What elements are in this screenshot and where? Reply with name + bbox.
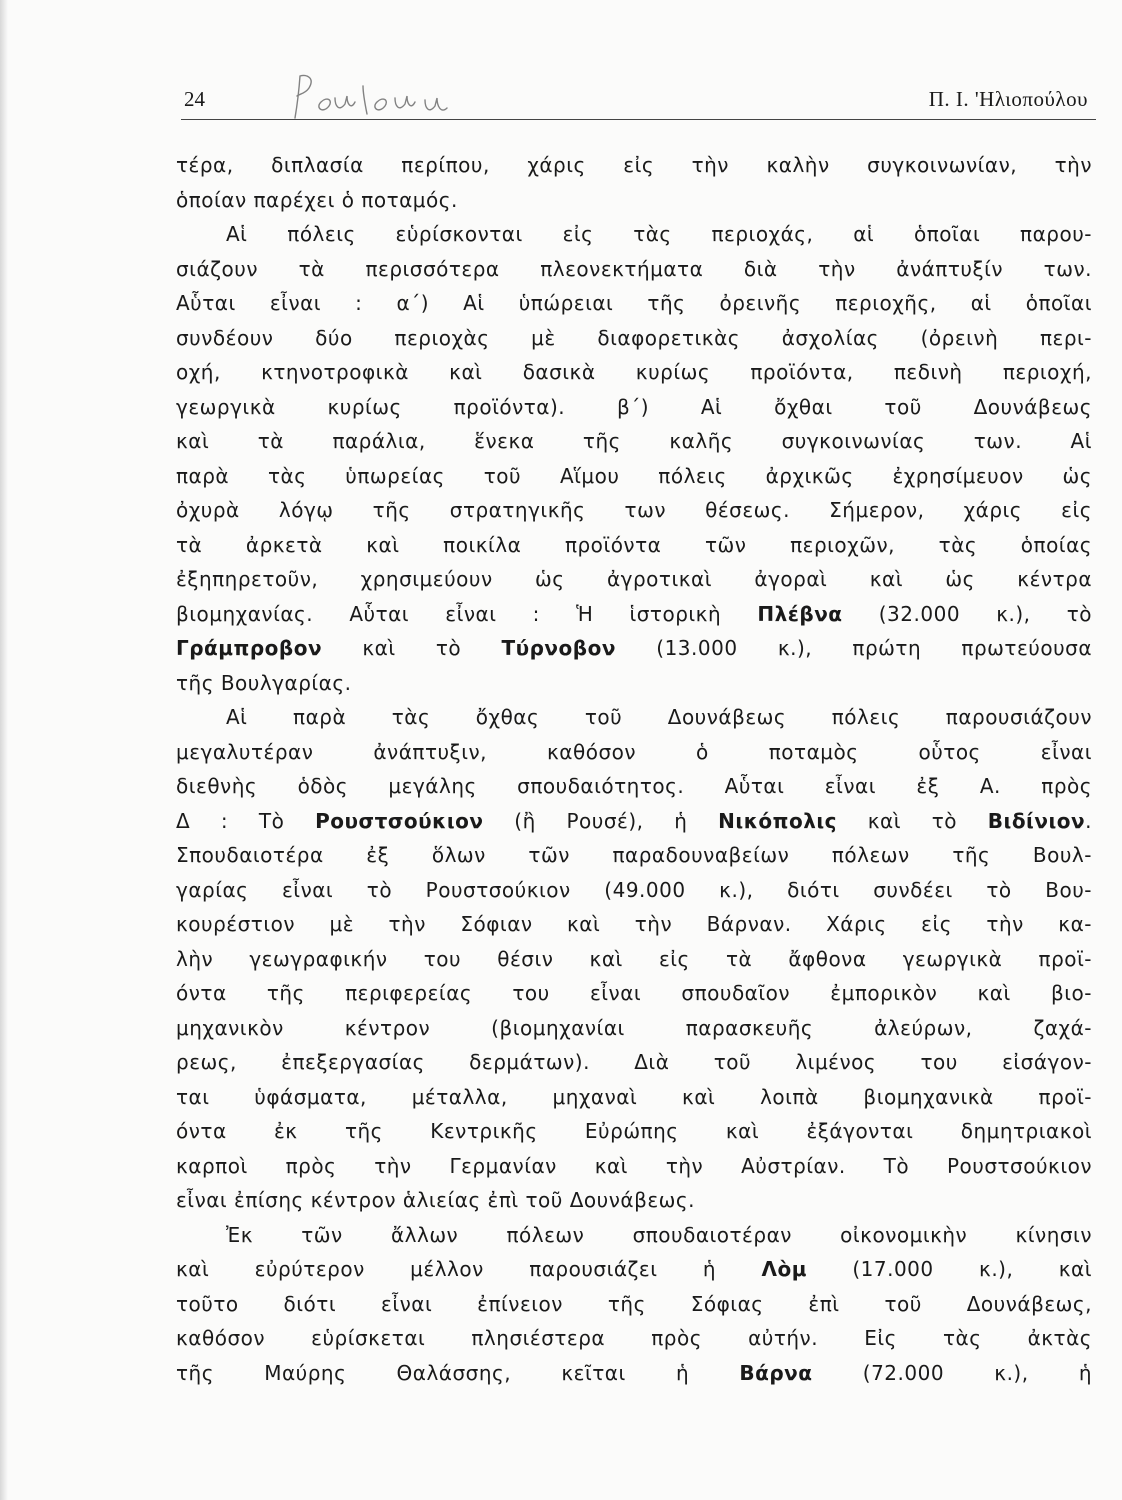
text-line (176, 1149, 1092, 1184)
text-segment: καὶ τὸ (322, 636, 502, 660)
text-segment: καρποὶ πρὸς τὴν Γερμανίαν καὶ τὴν Αὐστρίαν. Τὸ Ρουστσούκιον (176, 1153, 1092, 1178)
text-line (176, 942, 1092, 977)
text-line (176, 804, 1092, 839)
text-line (176, 183, 1092, 218)
text-line (176, 597, 1092, 632)
text-line (176, 390, 1092, 425)
text-segment: καὶ τὸ (837, 808, 988, 833)
text-line (176, 838, 1092, 873)
text-line (176, 631, 1092, 666)
text-segment: Αὗται εἶναι : α΄) Αἱ ὑπώρειαι τῆς ὀρεινῆς περιοχῆς, αἱ ὁποῖαι (176, 291, 1092, 315)
text-segment: γεωργικὰ κυρίως προϊόντα). β΄) Αἱ ὄχθαι τοῦ Δουνάβεως (176, 394, 1092, 419)
text-segment: τέρα, διπλασία περίπου, χάρις εἰς τὴν καλὴν συγκοινωνίαν, τὴν (176, 153, 1092, 177)
text-segment: καὶ τὰ παράλια, ἕνεκα τῆς καλῆς συγκοινωνίας των. Αἱ (176, 429, 1092, 453)
place-name: Πλέβνα (757, 601, 843, 626)
text-line (176, 666, 1092, 701)
text-segment: όντα ἐκ τῆς Κεντρικῆς Εὐρώπης καὶ ἐξάγονται δημητριακοὶ (176, 1119, 1092, 1143)
text-line (176, 528, 1092, 563)
text-segment: τῆς Βουλγαρίας. (176, 670, 352, 695)
text-line (176, 1114, 1092, 1149)
place-name: Βάρνα (739, 1360, 813, 1385)
text-segment: Σπουδαιοτέρα ἐξ ὅλων τῶν παραδουναβείων πόλεων τῆς Βουλ- (176, 843, 1092, 867)
text-segment: ὁποίαν παρέχει ὁ ποταμός. (176, 187, 458, 212)
text-segment: σιάζουν τὰ περισσότερα πλεονεκτήματα διὰ τὴν ἀνάπτυξίν των. (176, 256, 1092, 281)
text-line (176, 1080, 1092, 1115)
text-line (176, 321, 1092, 356)
text-line (176, 459, 1092, 494)
text-line (176, 493, 1092, 528)
text-segment: καὶ εὐρύτερον μέλλον παρουσιάζει ἡ (176, 1257, 762, 1281)
text-segment: λὴν γεωγραφικήν του θέσιν καὶ εἰς τὰ ἄφθονα γεωργικὰ προϊ- (176, 946, 1092, 971)
text-line (176, 976, 1092, 1011)
text-segment: (ἢ Ρουσέ), ἡ (483, 808, 719, 833)
page-header (181, 82, 1096, 122)
text-segment: βιομηχανίας. Αὗται εἶναι : Ἡ ἱστορικὴ (176, 601, 758, 626)
page-number: 24 (184, 87, 205, 111)
text-line (176, 1218, 1092, 1253)
running-head: Π. Ι. 'Ηλιοπούλου (928, 87, 1088, 111)
place-name: Ρουστσούκιον (315, 808, 484, 833)
text-segment: (32.000 κ.), τὸ (842, 601, 1092, 626)
text-segment: (17.000 κ.), καὶ (806, 1257, 1092, 1281)
place-name: Νικόπολις (718, 808, 838, 833)
text-segment: τῆς Μαύρης Θαλάσσης, κεῖται ἡ (176, 1360, 740, 1385)
text-segment: ὀχυρὰ λόγῳ τῆς στρατηγικῆς των θέσεως. Σήμερον, χάρις εἰς (176, 498, 1092, 522)
place-name: Τύρνοβον (501, 636, 616, 660)
text-segment: μεγαλυτέραν ἀνάπτυξιν, καθόσον ὁ ποταμὸς οὗτος εἶναι (176, 739, 1092, 764)
text-line (176, 286, 1092, 321)
text-segment: διεθνὴς ὁδὸς μεγάλης σπουδαιότητος. Αὗται εἶναι ἐξ Α. πρὸς (176, 774, 1092, 798)
text-line (176, 1252, 1092, 1287)
text-line (176, 1356, 1092, 1391)
text-segment: ται ὑφάσματα, μέταλλα, μηχαναὶ καὶ λοιπὰ βιομηχανικὰ προϊ- (176, 1084, 1092, 1109)
text-line (176, 735, 1092, 770)
text-line (176, 907, 1092, 942)
text-line (176, 1287, 1092, 1322)
text-segment: . (1085, 808, 1092, 833)
text-segment: όντα τῆς περιφερείας του εἶναι σπουδαῖον ἐμπορικὸν καὶ βιο- (176, 981, 1092, 1005)
header-rule (181, 119, 1096, 120)
text-segment: τὰ ἀρκετὰ καὶ ποικίλα προϊόντα τῶν περιοχῶν, τὰς ὁποίας (176, 532, 1092, 557)
text-segment: παρὰ τὰς ὑπωρείας τοῦ Αἵμου πόλεις ἀρχικῶς ἐχρησίμευον ὡς (176, 463, 1092, 488)
text-line (176, 769, 1092, 804)
text-segment: Αἱ πόλεις εὑρίσκονται εἰς τὰς περιοχάς, αἱ ὁποῖαι παρου- (226, 222, 1092, 246)
text-line (176, 1183, 1092, 1218)
text-line (176, 700, 1092, 735)
text-segment: συνδέουν δύο περιοχὰς μὲ διαφορετικὰς ἀσχολίας (ὀρεινὴ περι- (176, 325, 1092, 350)
text-segment: μηχανικὸν κέντρον (βιομηχανίαι παρασκευῆς ἀλεύρων, ζαχά- (176, 1015, 1092, 1040)
text-segment: γαρίας εἶναι τὸ Ρουστσούκιον (49.000 κ.), διότι συνδέει τὸ Βου- (176, 877, 1092, 902)
place-name: Λὸμ (761, 1257, 807, 1281)
text-segment: Ἐκ τῶν ἄλλων πόλεων σπουδαιοτέραν οἰκονομικὴν κίνησιν (226, 1222, 1092, 1247)
text-segment: οχή, κτηνοτροφικὰ καὶ δασικὰ κυρίως προϊόντα, πεδινὴ περιοχή, (176, 360, 1092, 384)
place-name: Βιδίνιον (987, 808, 1086, 833)
text-line (176, 1011, 1092, 1046)
text-line (176, 252, 1092, 287)
text-segment: ἐξηπηρετοῦν, χρησιμεύουν ὡς ἀγροτικαὶ ἀγοραὶ καὶ ὡς κέντρα (176, 567, 1092, 591)
text-segment: τοῦτο διότι εἶναι ἐπίνειον τῆς Σόφιας ἐπὶ τοῦ Δουνάβεως, (176, 1291, 1092, 1316)
text-segment: εἶναι ἐπίσης κέντρον ἁλιείας ἐπὶ τοῦ Δουνάβεως. (176, 1188, 695, 1212)
text-line (176, 217, 1092, 252)
page-binding-shadow (0, 0, 8, 1500)
text-line (176, 424, 1092, 459)
text-line (176, 1321, 1092, 1356)
text-line (176, 148, 1092, 183)
text-segment: Αἱ παρὰ τὰς ὄχθας τοῦ Δουνάβεως πόλεις παρουσιάζουν (226, 705, 1092, 729)
text-line (176, 562, 1092, 597)
body-text (176, 148, 1092, 1390)
handwritten-annotation (281, 68, 461, 126)
text-line (176, 355, 1092, 390)
text-segment: καθόσον εὑρίσκεται πλησιέστερα πρὸς αὐτήν. Εἰς τὰς ἀκτὰς (176, 1326, 1092, 1350)
text-line (176, 1045, 1092, 1080)
text-segment: (72.000 κ.), ἡ (812, 1360, 1092, 1385)
text-segment: ρεως, ἐπεξεργασίας δερμάτων). Διὰ τοῦ λιμένος του εἰσάγον- (176, 1050, 1092, 1074)
text-segment: Δ : Τὸ (176, 808, 316, 833)
text-segment: κουρέστιον μὲ τὴν Σόφιαν καὶ τὴν Βάρναν. Χάρις εἰς τὴν κα- (176, 912, 1092, 936)
text-line (176, 873, 1092, 908)
place-name: Γράμπροβον (176, 636, 323, 660)
text-segment: (13.000 κ.), πρώτη πρωτεύουσα (615, 636, 1092, 660)
